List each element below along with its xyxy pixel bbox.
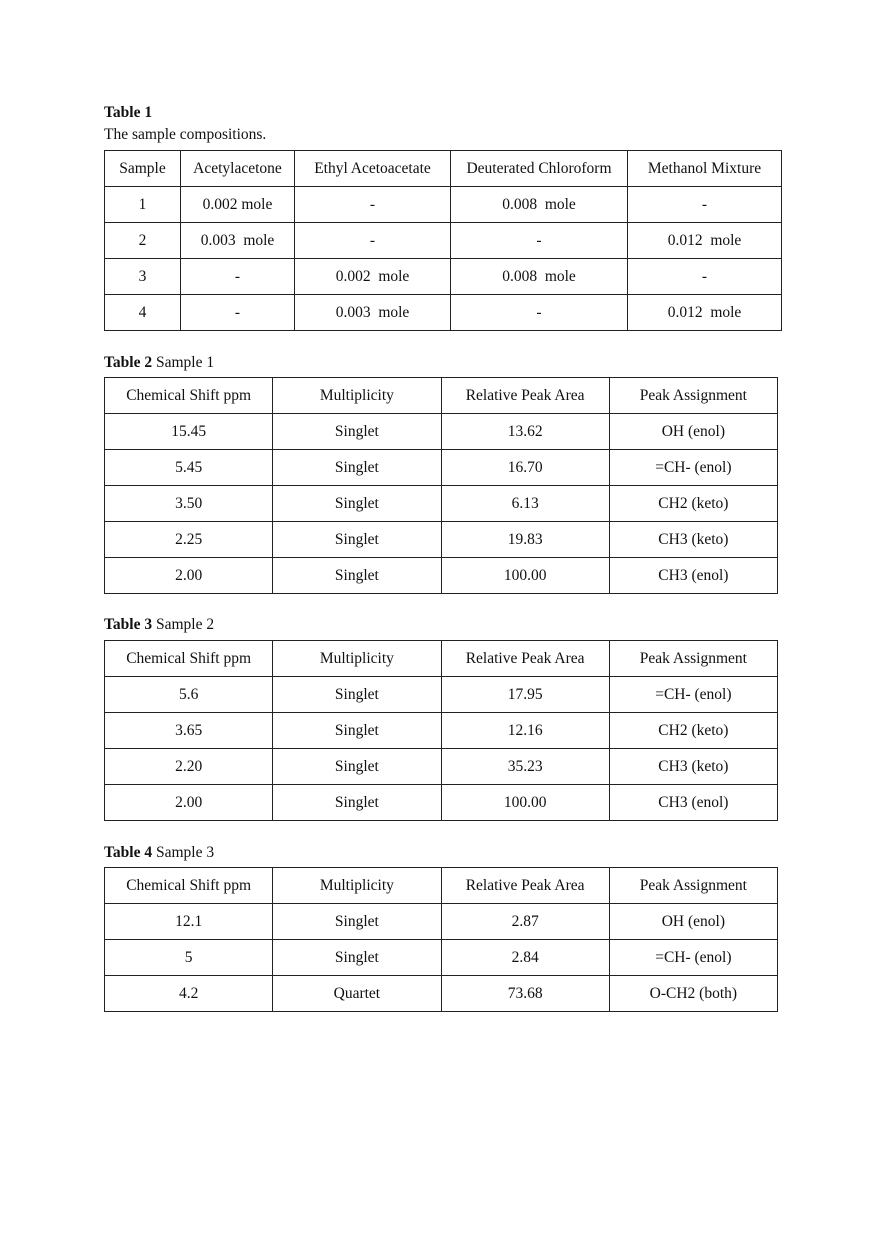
table-cell: 2.00 — [105, 785, 273, 821]
table-row — [105, 414, 778, 450]
table-row — [105, 486, 778, 522]
column-header: Acetylacetone — [181, 151, 295, 187]
column-header: Multiplicity — [273, 868, 441, 904]
table-cell: 2.00 — [105, 558, 273, 594]
table-row — [105, 187, 782, 223]
table-cell: Quartet — [273, 976, 441, 1012]
table-cell: 35.23 — [441, 749, 609, 785]
table-cell: 0.003 mole — [295, 295, 451, 331]
table-cell: Singlet — [273, 522, 441, 558]
column-header: Methanol Mixture — [628, 151, 782, 187]
table-cell: Singlet — [273, 450, 441, 486]
table2-caption: Table 2 Sample 1 — [104, 354, 215, 371]
table-cell: Singlet — [273, 785, 441, 821]
column-header: Relative Peak Area — [441, 641, 609, 677]
table-cell: 15.45 — [105, 414, 273, 450]
table-cell: CH3 (keto) — [609, 522, 777, 558]
table3-sample2 — [104, 640, 778, 821]
table-row — [105, 904, 778, 940]
table-cell: Singlet — [273, 414, 441, 450]
table-cell: Singlet — [273, 904, 441, 940]
column-header: Chemical Shift ppm — [105, 378, 273, 414]
table-row — [105, 259, 782, 295]
table-cell: 1 — [105, 187, 181, 223]
table-cell: 2.20 — [105, 749, 273, 785]
table-cell: 100.00 — [441, 558, 609, 594]
table-row — [105, 749, 778, 785]
table-cell: OH (enol) — [609, 414, 777, 450]
table-cell: 0.002 mole — [295, 259, 451, 295]
table-cell: - — [628, 259, 782, 295]
table-cell: Singlet — [273, 940, 441, 976]
table-row — [105, 295, 782, 331]
table-cell: Singlet — [273, 558, 441, 594]
table-cell: 73.68 — [441, 976, 609, 1012]
table1-caption: The sample compositions. — [104, 126, 267, 143]
column-header: Ethyl Acetoacetate — [295, 151, 451, 187]
table-cell: 17.95 — [441, 677, 609, 713]
column-header: Deuterated Chloroform — [451, 151, 628, 187]
table-cell: CH3 (enol) — [609, 558, 777, 594]
table-cell: 16.70 — [441, 450, 609, 486]
table-cell: - — [451, 223, 628, 259]
column-header: Multiplicity — [273, 641, 441, 677]
table2-sample1 — [104, 377, 778, 594]
table-cell: =CH- (enol) — [609, 677, 777, 713]
column-header: Relative Peak Area — [441, 868, 609, 904]
table-cell: 0.012 mole — [628, 223, 782, 259]
table-cell: 4.2 — [105, 976, 273, 1012]
header-row — [105, 378, 778, 414]
table-cell: CH2 (keto) — [609, 486, 777, 522]
table-cell: - — [451, 295, 628, 331]
table-cell: 0.008 mole — [451, 259, 628, 295]
table-row — [105, 713, 778, 749]
table4-caption: Table 4 Sample 3 — [104, 844, 215, 861]
column-header: Peak Assignment — [609, 868, 777, 904]
table-row — [105, 677, 778, 713]
column-header: Multiplicity — [273, 378, 441, 414]
table3-caption: Table 3 Sample 2 — [104, 616, 215, 633]
table-cell: 3 — [105, 259, 181, 295]
table-row — [105, 450, 778, 486]
table-cell: 4 — [105, 295, 181, 331]
table-cell: 2.25 — [105, 522, 273, 558]
table-row — [105, 940, 778, 976]
table-row — [105, 223, 782, 259]
header-row — [105, 868, 778, 904]
table-cell: CH3 (keto) — [609, 749, 777, 785]
table-cell: 6.13 — [441, 486, 609, 522]
header-row — [105, 151, 782, 187]
table-cell: OH (enol) — [609, 904, 777, 940]
table-cell: 3.50 — [105, 486, 273, 522]
table-cell: 100.00 — [441, 785, 609, 821]
column-header: Sample — [105, 151, 181, 187]
table-cell: 12.1 — [105, 904, 273, 940]
table-cell: 13.62 — [441, 414, 609, 450]
table-cell: - — [295, 223, 451, 259]
table-cell: - — [181, 295, 295, 331]
table-cell: Singlet — [273, 486, 441, 522]
table1-sample-compositions — [104, 150, 782, 331]
table-row — [105, 522, 778, 558]
table-cell: 2 — [105, 223, 181, 259]
table-row — [105, 976, 778, 1012]
table-cell: Singlet — [273, 713, 441, 749]
table-cell: CH3 (enol) — [609, 785, 777, 821]
table-cell: =CH- (enol) — [609, 940, 777, 976]
column-header: Chemical Shift ppm — [105, 641, 273, 677]
header-row — [105, 641, 778, 677]
table-cell: 2.84 — [441, 940, 609, 976]
table-cell: 0.002 mole — [181, 187, 295, 223]
table-cell: 12.16 — [441, 713, 609, 749]
table1-label: Table 1 — [104, 104, 153, 121]
table-cell: 0.012 mole — [628, 295, 782, 331]
column-header: Peak Assignment — [609, 641, 777, 677]
table-cell: 5.6 — [105, 677, 273, 713]
table-cell: - — [295, 187, 451, 223]
table-cell: 5 — [105, 940, 273, 976]
table-cell: =CH- (enol) — [609, 450, 777, 486]
table-cell: - — [181, 259, 295, 295]
table-cell: 5.45 — [105, 450, 273, 486]
table-cell: CH2 (keto) — [609, 713, 777, 749]
table-cell: Singlet — [273, 677, 441, 713]
table-cell: - — [628, 187, 782, 223]
table-cell: 0.003 mole — [181, 223, 295, 259]
table4-sample3 — [104, 867, 778, 1012]
table-cell: 0.008 mole — [451, 187, 628, 223]
column-header: Peak Assignment — [609, 378, 777, 414]
table-cell: 3.65 — [105, 713, 273, 749]
table-row — [105, 785, 778, 821]
table-cell: O-CH2 (both) — [609, 976, 777, 1012]
table-cell: 19.83 — [441, 522, 609, 558]
table-cell: 2.87 — [441, 904, 609, 940]
column-header: Chemical Shift ppm — [105, 868, 273, 904]
table-row — [105, 558, 778, 594]
column-header: Relative Peak Area — [441, 378, 609, 414]
table-cell: Singlet — [273, 749, 441, 785]
